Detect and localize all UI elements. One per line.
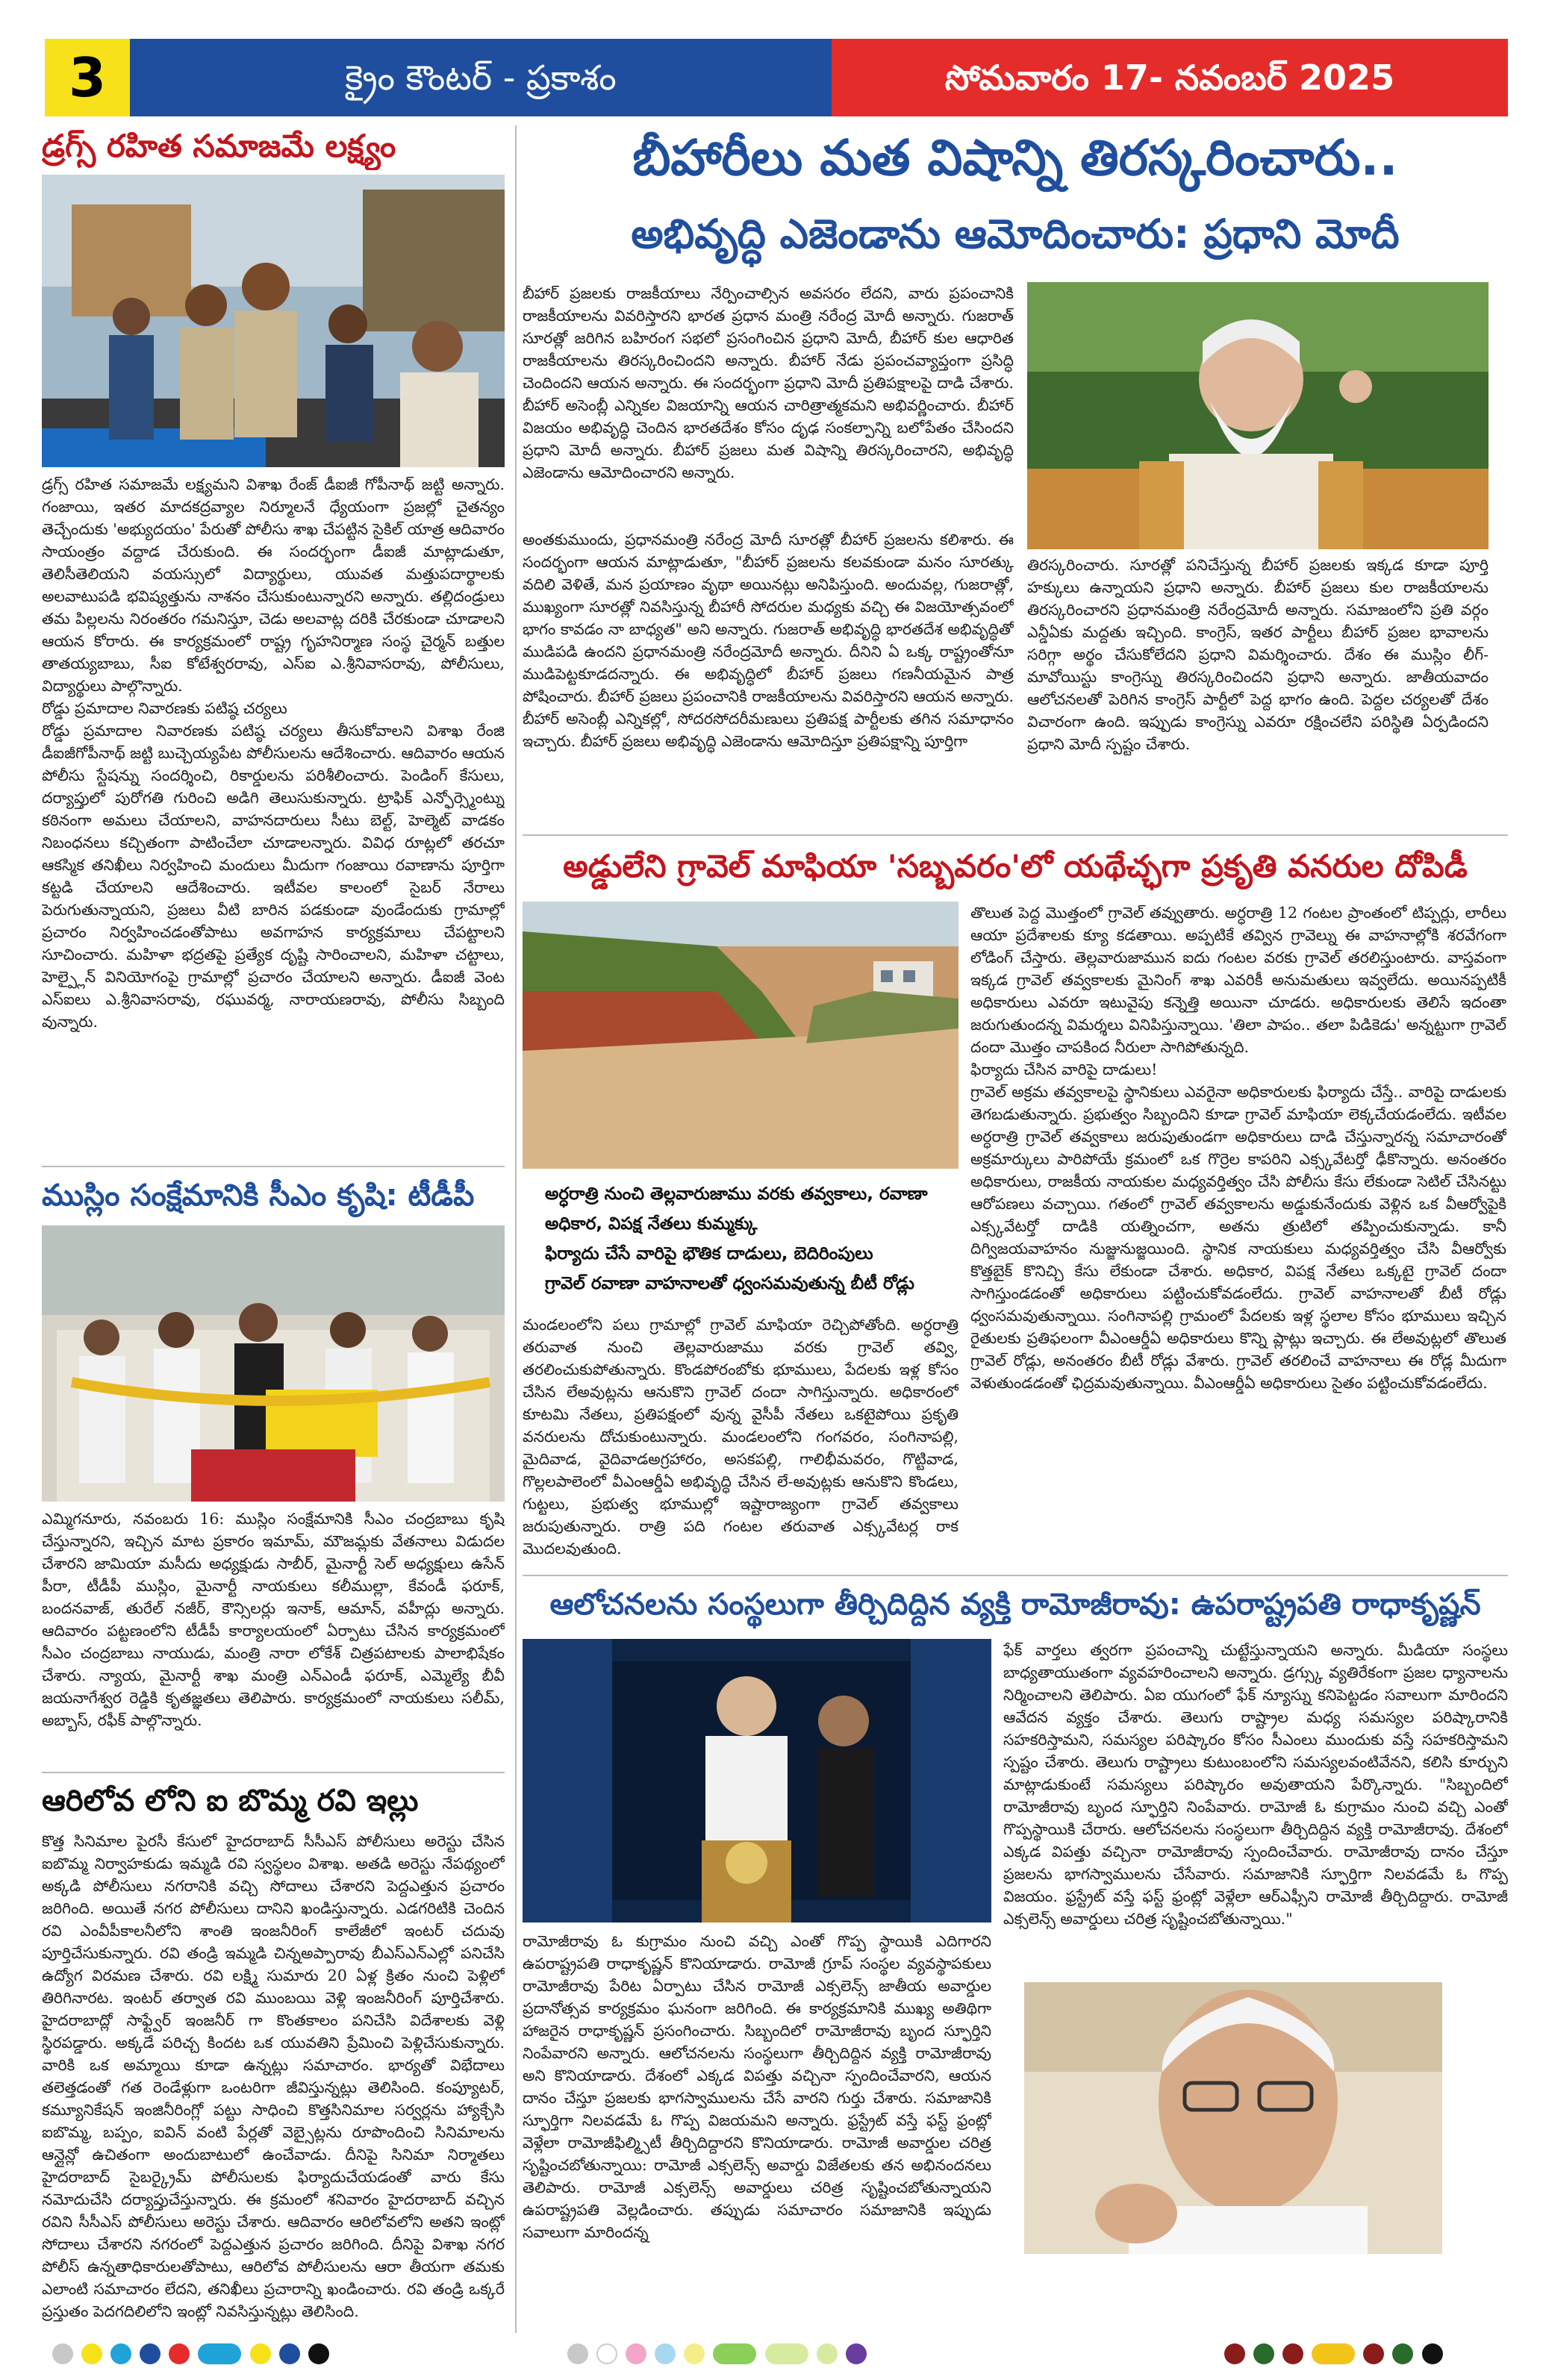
drugs-subhead: రోడ్డు ప్రమాదాల నివారణకు పటిష్ఠ చర్యలు [42, 699, 287, 717]
modi-photo [1027, 282, 1489, 549]
drugs-headline: డ్రగ్స్ రహిత సమాజమే లక్ష్యం [42, 128, 396, 164]
divider [42, 1166, 505, 1167]
color-bar [765, 2343, 808, 2364]
gravel-paragraph-3: గ్రావెల్ అక్రమ తవ్వకాలపై స్థానికులు ఎవరైనా అధికారులకు ఫిర్యాదు చేస్తే.. వారిపై దాడులకు తెగబడుతున్నారు. ప్రభుత్వం సిబ్బందిని కూడా గ్రావెల్ మాఫియా లెక్కచేయడంలేదు. ఇటీవల అర్ధరాత్రి గ్రావెల్ తవ్వకాలు జరుపుతుండగా అధికారులు దాడి చేస్తున్నారన్న సమాచారంతో అక్రమార్కులు పారిపోయే క్రమంలో ఒక గొర్రెల కాపరిని ఎక్స్కవేటర్తో ఢీకొన్నారు. అనంతరం అధికారులు, రాజకీయ నాయకుల మధ్యవర్తిత్వం చేసి పోలీసు కేసు లేకుండా సెటిల్ చేసినట్టు ఆరోపణలు వచ్చాయి. గతంలో గ్రావెల్ తవ్వకాలను అడ్డుకునేందుకు వెళ్లిన ఒక వీఆర్వోపైకి ఎక్స్కవేటర్తో దాడికి యత్నించగా, అతను త్రుటిలో తప్పించుకున్నాడు. కానీ దిగ్విజయవాహనం నుజ్జునుజ్జయింది. స్థానిక నాయకులు మధ్యవర్తిత్వం చేసి వీఆర్వోకు కొత్తబైక్ కొనిచ్చి కేసు లేకుండా చేశారు. అధికార, విపక్ష నేతలు ఒక్కటై గ్రావెల్ దందా సాగిస్తుండడంతో అధికారులు పట్టించుకోవడంలేదు. గ్రావెల్ వాహనాలతో బీటీ రోడ్లు ధ్వంసమవుతున్నాయి. సంగినాపల్లి గ్రామంలో పేదలకు ఇళ్ల స్థలాల కోసం భూములు ఇచ్చిన రైతులకు ప్రతిఫలంగా వీఎంఆర్డీఏ అధికారులు కొన్ని ప్లాట్లు ఇచ్చారు. ఈ లేఅవుట్లలో తొలుత గ్రావెల్ రోడ్లు, అనంతరం బీటీ రోడ్లు వేశారు. గ్రావెల్ తరలించే వాహనాలు ఈ రోడ్ల మీదుగా వెళుతుండడంతో ఛిద్రమవుతున్నాయి. వీఎంఆర్డీఏ అధికారులు సైతం పట్టించుకోవడంలేదు. [970, 1083, 1506, 1392]
gravel-paragraph-2: తొలుత పెద్ద మొత్తంలో గ్రావెల్ తవ్వుతారు. అర్ధరాత్రి 12 గంటల ప్రాంతంలో టిప్పర్లు, లారీలు ఆయా ప్రదేశాలకు క్యూ కడతాయి. అప్పటికే తవ్విన గ్రావెల్ను ఈ వాహనాల్లోకి శరవేగంగా లోడింగ్ చేస్తారు. తెల్లవారుజామున ఐదు గంటల వరకు గ్రావెల్ తరలిస్తుంటారు. వాస్తవంగా ఇక్కడ గ్రావెల్ తవ్వకాలకు మైనింగ్ శాఖ ఎవరికీ అనుమతులు ఇవ్వలేదు. అయినప్పటికీ అధికారులు ఎవరూ ఇటువైపు కన్నెత్తి అయినా చూడరు. అధికారులకు తెలిసే ఇదంతా జరుగుతుందన్న విమర్శలు వినిపిస్తున్నాయి. 'తిలా పాపం.. తలా పిడికెడు' అన్నట్టుగా గ్రావెల్ దందా మొత్తం చాపకింద నీరులా సాగిపోతున్నది. [970, 904, 1506, 1056]
gravel-body-1: మండలంలోని పలు గ్రామాల్లో గ్రావెల్ మాఫియా రెచ్చిపోతోంది. అర్ధరాత్రి తరువాత నుంచి తెల్లవారుజాము వరకు గ్రావెల్ తవ్వి, తరలించుకుపోతున్నారు. కొండపోరంబోకు భూములు, పేదలకు ఇళ్ల కోసం చేసిన లేఅవుట్లను ఆనుకొని గ్రావెల్ దందా సాగిస్తున్నారు. అధికారంలో కూటమి నేతలు, ప్రతిపక్షంలో వున్న వైసీపీ నేతలు ఒకటైపోయి ప్రకృతి వనరులను దోచుకుంటున్నారు. మండలంలోని గంగవరం, సంగినాపల్లి, మైదివాడ, వైదివాడఅగ్రహారం, అసకపల్లి, గాలిభీమవరం, గొట్టివాడ, గొల్లలపాలెంలో వీఎంఆర్డీఏ అభివృద్ధి చేసిన లే-అవుట్లకు ఆనుకొని కొండలు, గుట్టలు, ప్రభుత్వ భూముల్లో ఇష్టారాజ్యంగా గ్రావెల్ తవ్వకాలు జరుపుతున్నారు. రాత్రి పది గంటల తరువాత ఎక్స్కవేటర్ల రాక మొదలవుతుంది. [523, 1316, 958, 1558]
drugs-photo [42, 175, 505, 467]
drugs-paragraph-1: డ్రగ్స్ రహిత సమాజమే లక్ష్యమని విశాఖ రేంజ్ డీఐజీ గోపీనాథ్ జట్టి అన్నారు. గంజాయి, ఇతర మాదకద్రవ్యాల నిర్మూలనే ధ్యేయంగా ప్రజల్లో చైతన్యం తెచ్చేందుకు 'అభ్యుదయం' పేరుతో పోలీసు శాఖ చేపట్టిన సైకిల్ యాత్ర ఆదివారం సాయంత్రం వద్దాడ చేరుకుంది. ఈ సందర్భంగా డీఐజీ మాట్లాడుతూ, తెలిసీతెలియని వయస్సులో విద్యార్థులు, యువత మత్తుపదార్థాలకు అలవాటుపడి భవిష్యత్తును నాశనం చేసుకుంటున్నారని అన్నారు. తల్లిదండ్రులు తమ పిల్లలను నిరంతరం గమనిస్తూ, చెడు అలవాట్ల దరికి చేరకుండా చూడాలని ఆయన కోరారు. ఈ కార్యక్రమంలో రాష్ట్ర గృహనిర్మాణ సంస్థ చైర్మన్ బత్తుల తాతయ్యబాబు, సీఐ కోటేశ్వరరావు, ఎస్ఐ ఎ.శ్రీనివాసరావు, పోలీసులు, విద్యార్థులు పాల్గొన్నారు. [42, 475, 505, 695]
color-dot [1363, 2343, 1384, 2364]
gravel-caption: అర్ధరాత్రి నుంచి తెల్లవారుజాము వరకు తవ్వకాలు, రవాణా [545, 1184, 928, 1204]
color-dot [1282, 2343, 1303, 2364]
color-dot [596, 2343, 617, 2364]
issue-date: సోమవారం 17- నవంబర్ 2025 [832, 39, 1508, 116]
gravel-subhead: ఫిర్యాదు చేసిన వారిపై దాడులు! [970, 1061, 1158, 1078]
bomma-body: కొత్త సినిమాల పైరసీ కేసులో హైదరాబాద్ సీసీఎస్ పోలీసులు అరెస్టు చేసిన ఐబొమ్మ నిర్వాహకుడు ఇమ్మడి రవి స్వస్థలం విశాఖ. అతడి అరెస్టు నేపథ్యంలో అక్కడి పోలీసులు నగరానికి వచ్చి సోదాలు చేశారని పెద్దఎత్తున ప్రచారం జరిగింది. అయితే నగర పోలీసులు దానిని ఖండిస్తున్నారు. ఎడగరిటికి చెందిన రవి ఎంవీపీకాలనీలోని శాంతి ఇంజనీరింగ్ కాలేజీలో ఇంటర్ చదువు పూర్తిచేసుకున్నారు. రవి తండ్రి ఇమ్మడి చిన్నఅప్పారావు బీఎస్ఎన్ఎల్లో పనిచేసి ఉద్యోగ విరమణ చేశారు. రవి లక్ష్మి సుమారు 20 ఏళ్ల క్రితం నుంచి పెళ్లిలో తిరిగినారట. ఇంటర్ తర్వాత రవి ముంబయి వెళ్లి ఇంజనీరింగ్ పూర్తిచేశారు. హైదరాబాద్లో సాఫ్ట్వేర్ ఇంజనీర్ గా కొంతకాలం పనిచేసి విదేశాలకు వెళ్లి స్థిరపడ్డారు. అక్కడే పరిచ్చ కిందట ఒక యువతిని ప్రేమించి పెళ్లిచేసుకున్నారు. వారికి ఒక అమ్మాయి కూడా ఉన్నట్లు సమాచారం. భార్యతో విభేదాలు తలెత్తడంతో గత రెండేళ్లుగా ఒంటరిగా జీవిస్తున్నట్లు తెలిసింది. కంప్యూటర్, కమ్యూనికేషన్ ఇంజినీరింగ్లో పట్టు సాధించి కొత్తసినిమాల సర్వర్లను హ్యాక్చేసి ఐబొమ్మ, బప్పం, ఐవిన్ వంటి పేర్లతో వెబ్సైట్లను రూపొందించి సినిమాలను ఆన్లైన్లో ఉచితంగా అందుబాటులో ఉంచేవాడు. దీనిపై సినిమా నిర్మాతలు హైదరాబాద్ సైబర్క్రైమ్ పోలీసులకు ఫిర్యాదుచేయడంతో వారు కేసు నమోదుచేసి దర్యాప్తుచేస్తున్నారు. ఈ క్రమంలో శనివారం హైదరాబాద్ వచ్చిన రవిని సీసీఎస్ పోలీసులు అరెస్టు చేశారు. ఆదివారం ఆరిలోవలోని అతని ఇంట్లో సోదాలు చేశారని నగరంలో పెద్దఎత్తున ప్రచారం జరిగింది. దీనిపై విశాఖ నగర పోలీస్ ఉన్నతాధికారులతోపాటు, ఆరిలోవ పోలీసులను ఆరా తీయగా తమకు ఎలాంటి సమాచారం లేదని, తనిఖీలు ప్రచారాన్ని ఖండించారు. రవి తండ్రి ఒక్కరే ప్రస్తుతం పెదగదిలిలోని ఇంట్లో నివసిస్తున్నట్లు తెలిసింది. [42, 1832, 505, 2320]
drugs-body [42, 473, 505, 1160]
color-dot [52, 2343, 73, 2364]
bomma-headline: ఆరిలోవ లోని ఐ బొమ్మ రవి ఇల్లు [42, 1784, 419, 1818]
gravel-body-right [970, 902, 1506, 1567]
color-dot [626, 2343, 646, 2364]
color-dot [1422, 2343, 1443, 2364]
color-dot [846, 2343, 867, 2364]
color-bar [713, 2343, 756, 2364]
ramoji-stage-photo [523, 1639, 991, 1923]
gravel-captions [545, 1179, 970, 1306]
muslim-headline: ముస్లిం సంక్షేమానికి సీఎం కృషి: టీడీపీ [42, 1178, 475, 1213]
color-dot [81, 2343, 102, 2364]
color-dot [169, 2343, 190, 2364]
ramoji-body-1: రామోజీరావు ఓ కుగ్రామం నుంచి వచ్చి ఎంతో గొప్ప స్థాయికి ఎదిగారని ఉపరాష్ట్రపతి రాధాకృష్ణన్ కొనియాడారు. రామోజీ గ్రూప్ సంస్థల వ్యవస్థాపకులు రామోజీరావు పేరిట ఏర్పాటు చేసిన రామోజీ ఎక్సలెన్స్ జాతీయ అవార్డుల ప్రదానోత్సవ కార్యక్రమం ఘనంగా జరిగింది. ఈ కార్యక్రమానికి ముఖ్య అతిథిగా హాజరైన రాధాకృష్ణన్ ప్రసంగించారు. సిబ్బందిలో రామోజీరావు బృంద స్ఫూర్తిని నింపేవారని అన్నారు. ఆలోచనలను సంస్థలుగా తీర్చిదిద్దిన వ్యక్తి రామోజీరావు అని కొనియాడారు. దేశంలో ఎక్కడ విపత్తు వచ్చినా స్పందించేవారని, ఆయన దానం చేస్తూ ప్రజలకు భాగస్వాములను చేసే వారని గుర్తు చేశారు. సమాజానికి స్ఫూర్తిగా నిలవడమే ఓ గొప్ప విజయమని అన్నారు. ఫ్రస్ట్రేట్ వస్తే ఫస్ట్ ఫ్రంట్లో వెళ్లేలా రామోజీఫిల్మ్సిటీ తీర్చిదిద్దారని కొనియాడారు. రామోజీ అవార్డుల చరిత్ర సృష్టించబోతున్నాయి: రామోజీ ఎక్సలెన్స్ అవార్డు విజేతలకు తన అభినందనలు తెలిపారు. రామోజీ ఎక్సలెన్స్ అవార్డులు చరిత్ర సృష్టించబోతున్నాయని ఉపరాష్ట్రపతి వెల్లడించారు. తప్పుడు సమాచారం సమాజానికి ఇప్పుడు సవాలుగా మారిందన్న [523, 1932, 991, 2241]
paper-name: క్రైం కౌంటర్ - ప్రకాశం [130, 39, 832, 116]
gravel-caption: గ్రావెల్ రవాణా వాహనాలతో ధ్వంసమవుతున్న బీటీ రోడ్లు [545, 1274, 914, 1293]
color-dot [1253, 2343, 1274, 2364]
modi-body-2: అంతకుముందు, ప్రధానమంత్రి నరేంద్ర మోదీ సూరత్లో బీహార్ ప్రజలను కలిశారు. ఈ సందర్భంగా ఆయన మాట్లాడుతూ, "బీహార్ ప్రజలను కలవకుండా మనం సూరత్కు వదిలి వెళితే, మన ప్రయాణం వృథా అయినట్లు అనిపిస్తుంది. అందువల్ల, గుజరాత్లో, ముఖ్యంగా సూరత్లో నివసిస్తున్న బీహారీ సోదరుల మధ్యకు వచ్చి ఈ విజయోత్సవంలో భాగం కావడం నా బాధ్యత" అని అన్నారు. గుజరాత్ అభివృద్ధి భారతదేశ అభివృద్ధితో ముడిపడి ఉందని ప్రధానమంత్రి నరేంద్రమోదీ అన్నారు. దీనిని ఏ ఒక్క రాష్ట్రంతోనూ ముడిపెట్టకూడదన్నారు. ఈ అభివృద్ధిలో బీహార్ ప్రజలు గణనీయమైన పాత్ర పోషించారు. బీహార్ ప్రజలు ప్రపంచానికి రాజకీయాలను వివరిస్తారని ఆయన అన్నారు. బీహార్ అసెంబ్లీ ఎన్నికల్లో, సోదరసోదరీమణులు ప్రతిపక్ష పార్టీలకు తగిన సమాధానం ఇచ్చారు. బీహార్ ప్రజలు అభివృద్ధి ఎజెండాను ఆమోదిస్తూ ప్రతిపక్షాన్ని పూర్తిగా [523, 531, 1014, 750]
gravel-photo [523, 902, 958, 1169]
ramoji-body-2: ఫేక్ వార్తలు త్వరగా ప్రపంచాన్ని చుట్టేస్తున్నాయని అన్నారు. మీడియా సంస్థలు బాధ్యతాయుతంగా వ్యవహరించాలని అన్నారు. డ్రగ్స్కు వ్యతిరేకంగా ప్రజల ధ్యానాలను నిర్మించాలని తెలిపారు. ఏఐ యుగంలో ఫేక్ న్యూస్ను కనిపెట్టడం సవాలుగా మారిందని ఆవేదన వ్యక్తం చేశారు. తెలుగు రాష్ట్రాల మధ్య సమస్యల పరిష్కారానికి సహకరిస్తామని, సమస్యల పరిష్కారం కోసం సీఎంలు ముందుకు వస్తే సహకరిస్తామని స్పష్టం చేశారు. తెలుగు రాష్ట్రాలు కుటుంబంలోని సమస్యలవంటివేనని, కలిసి కూర్చుని మాట్లాడుకుంటే సమస్యలు పరిష్కారం అవుతాయని పేర్కొన్నారు. "సిబ్బందిలో రామోజీరావు బృంద స్ఫూర్తిని నింపేవారు. రామోజీ ఓ కుగ్రామం నుంచి వచ్చి ఎంతో గొప్పస్థాయికి చేరారు. ఆలోచనలను సంస్థలుగా తీర్చిదిద్దిన వ్యక్తి రామోజీరావు. దేశంలో ఎక్కడ విపత్తు వచ్చినా రామోజీరావు స్పందించేవారు. రామోజీరావు దానం చేస్తూ ప్రజలను భాగస్వాములను చేసేవారు. సమాజానికి స్ఫూర్తిగా నిలవడమే ఓ గొప్ప విజయం. ఫ్రస్ట్రేట్ వస్తే ఫస్ట్ ఫ్రంట్లో వెళ్లేలా ఆర్ఎఫ్సీని రామోజీ తీర్చిదిద్దారు. రామోజీ ఎక్సలెన్స్ అవార్డులు చరిత్ర సృష్టించబోతున్నాయి." [1003, 1641, 1508, 1928]
column-rule [515, 125, 517, 2333]
gravel-caption: అధికార, విపక్ష నేతలు కుమ్మక్కు [545, 1214, 758, 1234]
color-registration-center [567, 2343, 926, 2366]
divider [42, 1772, 505, 1773]
gravel-caption: ఫిర్యాదు చేసే వారిపై భౌతిక దాడులు, బెదిరింపులు [545, 1244, 873, 1264]
masthead [45, 39, 1508, 116]
muslim-photo [42, 1225, 505, 1502]
color-dot [250, 2343, 271, 2364]
color-dot [567, 2343, 588, 2364]
color-registration-left [52, 2343, 366, 2366]
color-dot [308, 2343, 329, 2364]
color-dot [110, 2343, 131, 2364]
color-bar [1312, 2343, 1355, 2364]
modi-body-3: తిరస్కరించారు. సూరత్లో పనిచేస్తున్న బీహార్ ప్రజలకు ఇక్కడ కూడా పూర్తి హక్కులు ఉన్నాయని ప్రధాని అన్నారు. బీహార్ ప్రజలు కుల రాజకీయాలను తిరస్కరించారని ప్రధానమంత్రి నరేంద్రమోదీ అన్నారు. సమాజంలోని ప్రతి వర్గం ఎన్డీఏకు మద్దతు ఇచ్చింది. కాంగ్రెస్, ఇతర పార్టీలు బీహార్ ప్రజల భావాలను సరిగ్గా అర్థం చేసుకోలేదని ప్రధాని విమర్శించారు. దేశం ఈ ముస్లిం లీగ్-మావోయిస్టు కాంగ్రెస్ను తిరస్కరించిందని ప్రధాని అన్నారు. జాతీయవాదం ఆలోచనలతో పెరిగిన కాంగ్రెస్ పార్టీలో పెద్ద భాగం ఉంది. పెద్దల చర్యలతో దేశం విచారంగా ఉంది. ఇప్పుడు కాంగ్రెస్ను ఎవరూ రక్షించలేని పరిస్థితి ఏర్పడిందని ప్రధాని మోదీ స్పష్టం చేశారు. [1027, 556, 1489, 753]
modi-headline-sub: అభివృద్ధి ఎజెండాను ఆమోదించారు: ప్రధాని మోదీ [631, 210, 1400, 257]
ramoji-portrait-photo [1024, 1982, 1442, 2254]
drugs-paragraph-2: రోడ్డు ప్రమాదాల నివారణకు పటిష్ఠ చర్యలు తీసుకోవాలని విశాఖ రేంజి డీఐజీగోపీనాథ్ జట్టి బుచ్చెయ్యపేట పోలీసులను ఆదేశించారు. ఆదివారం ఆయన పోలీసు స్టేషన్ను సందర్శించి, రికార్డులను పరిశీలించారు. పెండింగ్ కేసులు, దర్యాప్తులో పురోగతి గురించి అడిగి తెలుసుకున్నారు. ట్రాఫిక్ ఎన్ఫోర్స్మెంట్ను కఠినంగా అమలు చేయాలని, వాహనదారులు సీటు బెల్ట్, హెల్మెట్ వాడకం నిబంధనలు కచ్చితంగా పాటించేలా చూడాలన్నారు. వివిధ రూట్లలో తరచూ ఆకస్మిక తనిఖీలు నిర్వహించి మందులు మీదుగా గంజాయి రవాణాను పూర్తిగా కట్టడి చేయాలని ఆదేశించారు. ఇటీవల కాలంలో సైబర్ నేరాలు పెరుగుతున్నాయని, ప్రజలు వీటి బారిన పడకుండా వుండేందుకు గ్రామాల్లో ప్రచారం నిర్వహించడంతోపాటు అవగాహన కార్యక్రమాలు చేపట్టాలని సూచించారు. మహిళా భద్రతపై ప్రత్యేక దృష్టి సారించాలని, మహిళా చట్టాలు, హెల్ప్లైన్ వినియోగంపై గ్రామాల్లో ప్రచారం చేయాలని అన్నారు. డీఐజీ వెంట ఎస్ఐలు ఎ.శ్రీనివాసరావు, రఘువర్మ, నారాయణరావు, పోలీసు సిబ్బంది వున్నారు. [42, 722, 505, 1031]
color-dot [1392, 2343, 1413, 2364]
modi-body-1: బీహార్ ప్రజలకు రాజకీయాలు నేర్పించాల్సిన అవసరం లేదని, వారు ప్రపంచానికి రాజకీయాలను వివరిస్తారని భారత ప్రధాన మంత్రి నరేంద్ర మోదీ అన్నారు. గుజరాత్ సూరత్లో జరిగిన బహిరంగ సభలో ప్రసంగించిన ప్రధాని మోదీ, బీహార్ కుల ఆధారిత రాజకీయాలను తిరస్కరించిందని అన్నారు. బీహార్ నేడు ప్రపంచవ్యాప్తంగా ప్రసిద్ధి చెందిందని ఆయన అన్నారు. ఈ సందర్భంగా ప్రధాని మోదీ ప్రతిపక్షాలపై దాడి చేశారు. బీహార్ అసెంబ్లీ ఎన్నికల విజయాన్ని ఆయన చారిత్రాత్మకమని అభివర్ణించారు. బీహార్ విజయం అభివృద్ధి చెందిన భారతదేశం కోసం దృఢ సంకల్పాన్ని బలోపేతం చేసిందని ప్రధాని మోదీ అన్నారు. బీహార్ ప్రజలు మత విషాన్ని తిరస్కరించారని, అభివృద్ధి ఎజెండాను ఆమోదించారని అన్నారు. [523, 284, 1014, 481]
color-bar [198, 2343, 241, 2364]
color-dot [684, 2343, 705, 2364]
divider [523, 1575, 1508, 1576]
color-dot [655, 2343, 676, 2364]
color-registration-right [1224, 2343, 1523, 2366]
gravel-headline: అడ్డులేని గ్రావెల్ మాఫియా 'సబ్బవరం'లో యథేచ్ఛగా ప్రకృతి వనరుల దోపిడీ [563, 848, 1468, 884]
color-dot [140, 2343, 160, 2364]
page-number: 3 [45, 39, 130, 116]
color-dot [817, 2343, 838, 2364]
color-dot [279, 2343, 300, 2364]
divider [523, 834, 1508, 836]
ramoji-headline: ఆలోచనలను సంస్థలుగా తీర్చిదిద్దిన వ్యక్తి రామోజీరావు: ఉపరాష్ట్రపతి రాధాకృష్ణన్ [549, 1587, 1481, 1622]
muslim-body: ఎమ్మిగనూరు, నవంబరు 16: ముస్లిం సంక్షేమానికి సీఎం చంద్రబాబు కృషి చేస్తున్నారని, ఇచ్చిన మాట ప్రకారం ఇమామ్, మౌజమ్లకు వేతనాలు విడుదల చేశారని జామియా మసీదు అధ్యక్షుడు సాబీర్, మైనార్టీ సెల్ అధ్యక్షులు ఉసేన్ పీరా, టీడీపీ ముస్లిం, మైనార్టీ నాయకులు కలీముల్లా, కేవండీ ఫరూక్, బందనవాజ్, తురేల్ నజీర్, కౌన్సిలర్లు ఇనాక్, ఆమాన్, వహీద్లు అన్నారు. ఆదివారం పట్టణంలోని టీడీపీ కార్యాలయంలో ఏర్పాటు చేసిన కార్యక్రమంలో సీఎం చంద్రబాబు నాయుడు, మంత్రి నారా లోకేశ్ చిత్రపటాలకు పాలాభిషేకం చేశారు. న్యాయ, మైనార్టీ శాఖ మంత్రి ఎన్ఎండీ ఫరూక్, ఎమ్మెల్యే బీవీ జయనాగేశ్వర రెడ్డికి కృతజ్ఞతలు తెలిపారు. కార్యక్రమంలో నాయకులు సలీమ్, అబ్బాస్, రఫీక్ పాల్గొన్నారు. [42, 1510, 505, 1729]
color-dot [1224, 2343, 1245, 2364]
modi-headline-main: బీహారీలు మత విషాన్ని తిరస్కరించారు.. [632, 129, 1398, 187]
